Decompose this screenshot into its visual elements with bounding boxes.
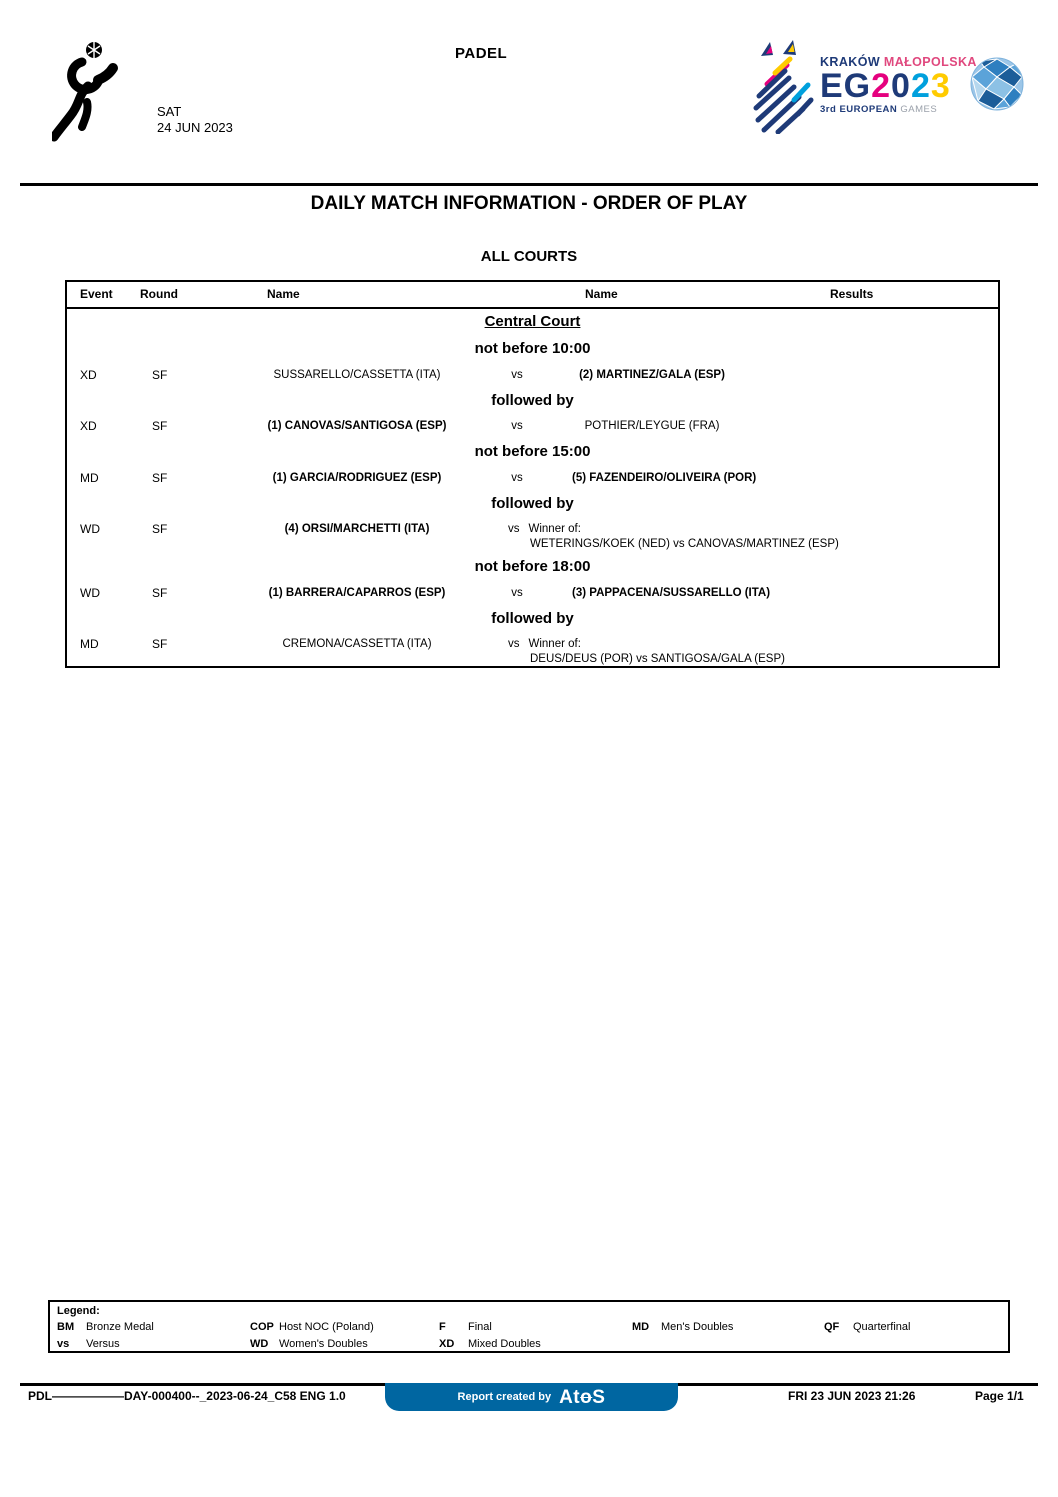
- round-cell: SF: [152, 637, 168, 651]
- team1-name: (1) GARCIA/RODRIGUEZ (ESP): [272, 472, 442, 484]
- row-text: not before 18:00: [474, 558, 591, 575]
- match-row: [67, 520, 998, 558]
- eg2023-subtitle: 3rd EUROPEAN GAMES: [820, 104, 938, 115]
- legend-desc: Men's Doubles: [661, 1321, 734, 1333]
- report-created-label: Report created by: [457, 1391, 552, 1403]
- row-text: not before 10:00: [474, 340, 591, 357]
- page-number: Page 1/1: [975, 1389, 1024, 1403]
- document-code: PDL——————DAY-000400--_2023-06-24_C58 ENG 1.0: [28, 1389, 346, 1403]
- report-day: SAT: [157, 104, 182, 119]
- report-created-badge: [385, 1383, 678, 1411]
- legend-desc: Bronze Medal: [86, 1321, 154, 1333]
- event-cell: XD: [80, 419, 97, 433]
- team2-name: POTHIER/LEYGUE (FRA): [584, 420, 720, 432]
- session-time-row: [67, 340, 998, 366]
- column-header-name1: Name: [267, 287, 300, 301]
- eg2023-region: MAŁOPOLSKA: [883, 55, 977, 69]
- match-row: [67, 366, 998, 392]
- results-cell: [732, 368, 998, 392]
- row-text: followed by: [491, 392, 574, 409]
- vs-label: vs: [511, 420, 523, 432]
- court-name: Central Court: [484, 313, 581, 330]
- winner-cell: [462, 522, 998, 558]
- winner-label: Winner of:: [528, 638, 581, 650]
- legend-entry: [250, 1338, 368, 1350]
- column-header-event: Event: [80, 287, 113, 301]
- order-of-play-rows: [67, 309, 998, 673]
- legend-desc: Mixed Doubles: [468, 1338, 541, 1350]
- match-row: [67, 469, 998, 495]
- legend-abbr: BM: [57, 1321, 75, 1333]
- vs-label: vs: [511, 472, 523, 484]
- separator-row: [67, 392, 998, 417]
- row-text: followed by: [491, 610, 574, 627]
- event-cell: XD: [80, 368, 97, 382]
- round-cell: SF: [152, 471, 168, 485]
- winner-line1: [508, 637, 998, 652]
- padel-player-pictogram: [52, 40, 124, 142]
- sport-title: PADEL: [455, 45, 508, 62]
- legend-entry: [250, 1321, 374, 1333]
- winner-line1: [508, 522, 998, 537]
- legend-entry: [824, 1321, 910, 1333]
- legend-abbr: vs: [57, 1338, 70, 1350]
- row-text: not before 15:00: [474, 443, 591, 460]
- legend-entry: [57, 1338, 120, 1350]
- team2-name: (5) FAZENDEIRO/OLIVEIRA (POR): [572, 472, 757, 484]
- winner-cell: [462, 637, 998, 673]
- team2-name: (3) PAPPACENA/SUSSARELLO (ITA): [572, 587, 771, 599]
- eg2023-wordmark: EG2023: [820, 67, 951, 105]
- eg2023-logo: [820, 55, 975, 115]
- order-of-play-table: [65, 280, 1000, 668]
- team1-name: CREMONA/CASSETTA (ITA): [282, 638, 432, 650]
- eg2023-city: KRAKÓW: [820, 55, 881, 69]
- results-cell: [732, 471, 998, 495]
- page-title: DAILY MATCH INFORMATION - ORDER OF PLAY: [310, 193, 748, 214]
- eg2023-flame-icon: [753, 40, 817, 134]
- legend-abbr: MD: [632, 1321, 650, 1333]
- legend-desc: Women's Doubles: [279, 1338, 368, 1350]
- legend-abbr: COP: [250, 1321, 274, 1333]
- team1-name: SUSSARELLO/CASSETTA (ITA): [273, 369, 441, 381]
- legend-box: [48, 1300, 1010, 1353]
- column-header-round: Round: [140, 287, 178, 301]
- legend-title: Legend:: [57, 1305, 100, 1317]
- legend-desc: Versus: [86, 1338, 120, 1350]
- legend-abbr: QF: [824, 1321, 840, 1333]
- atos-logo: AtoS: [559, 1386, 606, 1408]
- header-divider: [20, 183, 1038, 186]
- legend-entry: [57, 1321, 154, 1333]
- round-cell: SF: [152, 522, 168, 536]
- results-cell: [732, 586, 998, 610]
- separator-row: [67, 610, 998, 635]
- team1-name: (1) BARRERA/CAPARROS (ESP): [268, 587, 446, 599]
- event-cell: MD: [80, 637, 99, 651]
- winner-label: Winner of:: [528, 523, 581, 535]
- session-time-row: [67, 558, 998, 584]
- legend-abbr: F: [439, 1321, 446, 1333]
- legend-entry: [439, 1321, 492, 1333]
- vs-label: vs: [508, 638, 520, 650]
- report-datetime: FRI 23 JUN 2023 21:26: [788, 1389, 916, 1403]
- round-cell: SF: [152, 419, 168, 433]
- match-row: [67, 635, 998, 673]
- column-header-name2: Name: [585, 287, 618, 301]
- event-cell: WD: [80, 522, 100, 536]
- legend-desc: Quarterfinal: [853, 1321, 911, 1333]
- winner-match: WETERINGS/KOEK (NED) vs CANOVAS/MARTINEZ (ESP): [530, 538, 839, 550]
- legend-entry: [632, 1321, 733, 1333]
- legend-desc: Final: [468, 1321, 492, 1333]
- event-cell: MD: [80, 471, 99, 485]
- results-cell: [732, 419, 998, 443]
- report-date-line: 24 JUN 2023: [157, 120, 233, 135]
- match-row: [67, 417, 998, 443]
- vs-label: vs: [511, 369, 523, 381]
- report-date: [157, 104, 233, 136]
- session-time-row: [67, 443, 998, 469]
- legend-abbr: XD: [439, 1338, 455, 1350]
- courts-subtitle: ALL COURTS: [480, 248, 578, 265]
- team1-name: (1) CANOVAS/SANTIGOSA (ESP): [267, 420, 447, 432]
- round-cell: SF: [152, 368, 168, 382]
- legend-desc: Host NOC (Poland): [279, 1321, 374, 1333]
- team1-name: (4) ORSI/MARCHETTI (ITA): [284, 523, 430, 535]
- vs-label: vs: [511, 587, 523, 599]
- team2-name: (2) MARTINEZ/GALA (ESP): [579, 369, 725, 381]
- separator-row: [67, 495, 998, 520]
- match-row: [67, 584, 998, 610]
- event-cell: WD: [80, 586, 100, 600]
- vs-label: vs: [508, 523, 520, 535]
- mosaic-globe-icon: [970, 57, 1024, 111]
- winner-match: DEUS/DEUS (POR) vs SANTIGOSA/GALA (ESP): [530, 653, 785, 665]
- legend-entry: [439, 1338, 541, 1350]
- table-header-row: [67, 282, 998, 309]
- legend-abbr: WD: [250, 1338, 269, 1350]
- column-header-results: Results: [830, 287, 874, 301]
- court-header-row: [67, 313, 998, 340]
- row-text: followed by: [491, 495, 574, 512]
- round-cell: SF: [152, 586, 168, 600]
